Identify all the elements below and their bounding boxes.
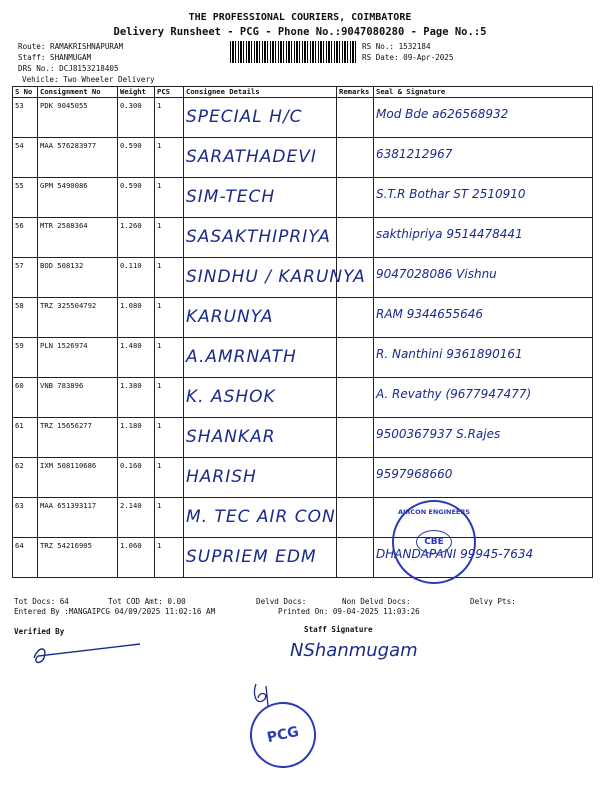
- aircon-stamp-center-text: CBE: [416, 530, 452, 554]
- signature-handwriting: RAM 9344655646: [376, 307, 484, 321]
- weight-cell: 0.110: [118, 258, 155, 298]
- sno-cell: 55: [13, 178, 38, 218]
- table-row: [13, 178, 593, 218]
- consignee-handwriting: HARISH: [186, 467, 257, 487]
- weight-cell: 0.300: [118, 98, 155, 138]
- consignee-cell: [184, 138, 337, 178]
- consignee-handwriting: SINDHU / KARUNYA: [186, 267, 366, 287]
- remarks-cell: [337, 218, 374, 258]
- pcs-cell: 1: [155, 98, 184, 138]
- consignee-handwriting: K. ASHOK: [186, 387, 276, 407]
- weight-cell: 2.140: [118, 498, 155, 538]
- sno-cell: 53: [13, 98, 38, 138]
- remarks-cell: [337, 98, 374, 138]
- consignee-handwriting: SARATHADEVI: [186, 147, 317, 167]
- rs-date: RS Date: 09-Apr-2025: [362, 53, 454, 62]
- pcg-stamp: PCG: [244, 696, 322, 774]
- pcs-cell: 1: [155, 418, 184, 458]
- signature-handwriting: A. Revathy (9677947477): [376, 387, 532, 401]
- consignee-handwriting: A.AMRNATH: [186, 347, 297, 367]
- consignment-cell: TRZ 54216905: [38, 538, 118, 578]
- weight-cell: 1.060: [118, 538, 155, 578]
- consignee-handwriting: SIM-TECH: [186, 187, 276, 207]
- sno-cell: 56: [13, 218, 38, 258]
- consignee-cell: [184, 298, 337, 338]
- col-header: Seal & Signature: [374, 87, 593, 98]
- aircon-stamp-ring-text: AIRCON ENGINEERS: [397, 508, 471, 516]
- remarks-cell: [337, 178, 374, 218]
- consignment-cell: TRZ 15656277: [38, 418, 118, 458]
- sno-cell: 58: [13, 298, 38, 338]
- col-header: Weight: [118, 87, 155, 98]
- signature-handwriting: 9047028086 Vishnu: [376, 267, 497, 281]
- weight-cell: 1.080: [118, 298, 155, 338]
- signature-cell: [374, 338, 593, 378]
- drs-label: DRS No.: DCJ8153218405: [18, 64, 119, 73]
- weight-cell: 0.590: [118, 178, 155, 218]
- consignment-cell: BOD 508132: [38, 258, 118, 298]
- sno-cell: 63: [13, 498, 38, 538]
- consignee-cell: [184, 338, 337, 378]
- signature-handwriting: S.T.R Bothar ST 2510910: [376, 187, 526, 201]
- sno-cell: 54: [13, 138, 38, 178]
- route-label: Route: RAMAKRISHNAPURAM: [18, 42, 124, 51]
- signature-cell: [374, 378, 593, 418]
- consignee-handwriting: SHANKAR: [186, 427, 276, 447]
- signature-handwriting: R. Nanthini 9361890161: [376, 347, 523, 361]
- table-row: [13, 378, 593, 418]
- col-header: PCS: [155, 87, 184, 98]
- signature-handwriting: sakthipriya 9514478441: [376, 227, 523, 241]
- signature-cell: [374, 178, 593, 218]
- remarks-cell: [337, 538, 374, 578]
- table-row: [13, 298, 593, 338]
- consignee-handwriting: M. TEC AIR CON: [186, 507, 336, 527]
- consignee-cell: [184, 258, 366, 298]
- pcs-cell: 1: [155, 498, 184, 538]
- signature-cell: [374, 458, 593, 498]
- pcs-cell: 1: [155, 538, 184, 578]
- sno-cell: 64: [13, 538, 38, 578]
- sno-cell: 61: [13, 418, 38, 458]
- total-cod-amount: Tot COD Amt: 0.00: [108, 597, 186, 606]
- consignee-handwriting: SASAKTHIPRIYA: [186, 227, 331, 247]
- weight-cell: 1.260: [118, 218, 155, 258]
- weight-cell: 0.590: [118, 138, 155, 178]
- table-row: [13, 138, 593, 178]
- signature-handwriting: 9500367937 S.Rajes: [376, 427, 501, 441]
- signature-cell: [374, 138, 593, 178]
- table-row: [13, 338, 593, 378]
- pcs-cell: 1: [155, 258, 184, 298]
- pcs-cell: 1: [155, 458, 184, 498]
- weight-cell: 1.180: [118, 418, 155, 458]
- consignment-cell: PDK 9045055: [38, 98, 118, 138]
- consignee-cell: [184, 458, 337, 498]
- remarks-cell: [337, 298, 374, 338]
- pcs-cell: 1: [155, 218, 184, 258]
- consignment-cell: TRZ 325504792: [38, 298, 118, 338]
- runsheet-table: [12, 86, 593, 578]
- consignee-cell: [184, 378, 337, 418]
- remarks-cell: [337, 418, 374, 458]
- entered-by: Entered By :MANGAIPCG 04/09/2025 11:02:16 AM: [14, 607, 216, 616]
- signature-handwriting: DHANDAPANI 99945-7634: [376, 547, 534, 561]
- consignee-cell: [184, 218, 337, 258]
- pcs-cell: 1: [155, 298, 184, 338]
- consignment-cell: MAA 651393117: [38, 498, 118, 538]
- rs-number: RS No.: 1532184: [362, 42, 431, 51]
- aircon-stamp: [392, 500, 476, 584]
- consignment-cell: PLN 1526974: [38, 338, 118, 378]
- pcs-cell: 1: [155, 378, 184, 418]
- consignee-cell: [184, 498, 337, 538]
- staff-label: Staff: SHANMUGAM: [18, 53, 92, 62]
- weight-cell: 1.480: [118, 338, 155, 378]
- staff-signature-label: Staff Signature: [304, 625, 373, 634]
- sno-cell: 60: [13, 378, 38, 418]
- col-header: Consignee Details: [184, 87, 337, 98]
- printed-on: Printed On: 09-04-2025 11:03:26: [278, 607, 420, 616]
- signature-cell: [374, 298, 593, 338]
- consignee-cell: [184, 98, 337, 138]
- table-row: [13, 218, 593, 258]
- signature-handwriting: 9597968660: [376, 467, 453, 481]
- staff-signature-handwriting: NShanmugam: [290, 640, 418, 661]
- signature-handwriting: 6381212967: [376, 147, 453, 161]
- consignee-cell: [184, 538, 337, 578]
- consignment-cell: VNB 783896: [38, 378, 118, 418]
- runsheet-subtitle: Delivery Runsheet - PCG - Phone No.:9047080280 - Page No.:5: [113, 26, 487, 38]
- consignment-cell: GPM 5490086: [38, 178, 118, 218]
- company-title: THE PROFESSIONAL COURIERS, COIMBATORE: [188, 12, 412, 23]
- weight-cell: 1.380: [118, 378, 155, 418]
- initials-mark: [250, 680, 280, 710]
- signature-cell: [374, 258, 593, 298]
- signature-cell: [374, 218, 593, 258]
- consignment-cell: MAA 576283977: [38, 138, 118, 178]
- delivery-points: Delvy Pts:: [470, 597, 516, 606]
- sno-cell: 57: [13, 258, 38, 298]
- remarks-cell: [337, 338, 374, 378]
- weight-cell: 0.160: [118, 458, 155, 498]
- remarks-cell: [337, 378, 374, 418]
- vehicle-label: Vehicle: Two Wheeler Delivery: [22, 75, 155, 84]
- col-header: S No: [13, 87, 38, 98]
- consignment-cell: IXM 508110686: [38, 458, 118, 498]
- consignment-cell: MTR 2588364: [38, 218, 118, 258]
- total-docs: Tot Docs: 64: [14, 597, 69, 606]
- pcs-cell: 1: [155, 138, 184, 178]
- consignee-handwriting: SUPRIEM EDM: [186, 547, 317, 567]
- sno-cell: 62: [13, 458, 38, 498]
- sno-cell: 59: [13, 338, 38, 378]
- remarks-cell: [337, 138, 374, 178]
- barcode: [230, 41, 356, 63]
- remarks-cell: [337, 498, 374, 538]
- table-row: [13, 538, 593, 578]
- table-row: [13, 98, 593, 138]
- non-delivered-docs: Non Delvd Docs:: [342, 597, 411, 606]
- consignee-handwriting: SPECIAL H/C: [186, 107, 303, 127]
- delivered-docs: Delvd Docs:: [256, 597, 307, 606]
- signature-cell: [374, 418, 593, 458]
- consignee-cell: [184, 178, 337, 218]
- col-header: Consignment No: [38, 87, 118, 98]
- consignee-handwriting: KARUNYA: [186, 307, 274, 327]
- pcs-cell: 1: [155, 178, 184, 218]
- signature-cell: [374, 98, 593, 138]
- table-header-row: [13, 87, 593, 98]
- consignee-cell: [184, 418, 337, 458]
- table-row: [13, 418, 593, 458]
- table-row: [13, 458, 593, 498]
- verified-by-label: Verified By: [14, 627, 65, 636]
- verified-signature-mark: [30, 640, 150, 668]
- signature-handwriting: Mod Bde a626568932: [376, 107, 509, 121]
- remarks-cell: [337, 458, 374, 498]
- table-row: [13, 498, 593, 538]
- table-row: [13, 258, 593, 298]
- col-header: Remarks: [337, 87, 374, 98]
- pcs-cell: 1: [155, 338, 184, 378]
